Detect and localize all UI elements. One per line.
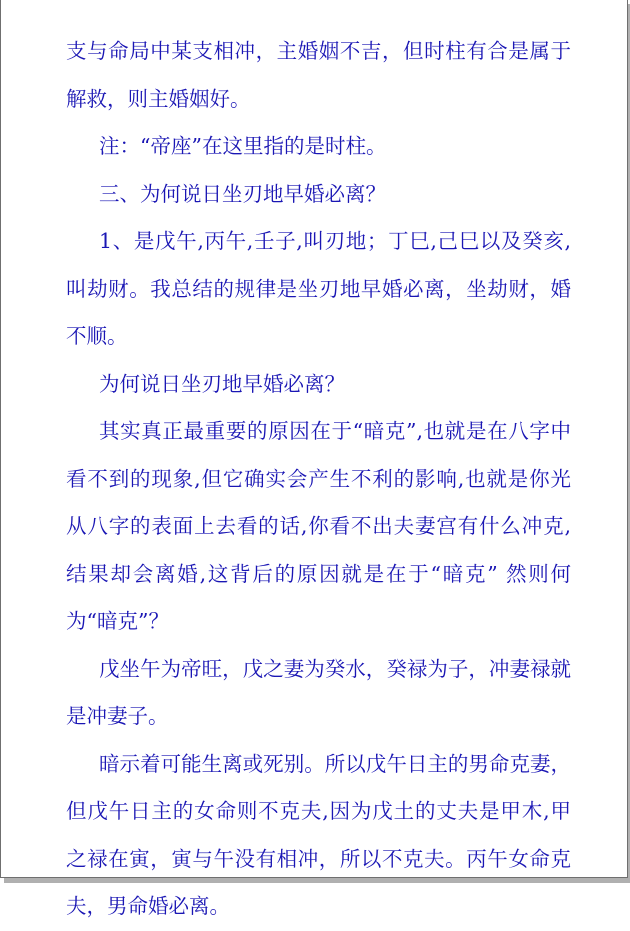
page-shadow-bottom [4, 878, 630, 883]
paragraph-wu-wu-example: 戊坐午为帝旺，戊之妻为癸水，癸禄为子，冲妻禄就是冲妻子。 [66, 656, 571, 728]
paragraph-blade-ground-list: 1、是戊午,丙午,壬子,叫刃地；丁巳,己巳以及癸亥,叫劫财。我总结的规律是坐刃地早婚必离，坐劫财，婚不顺。 [66, 229, 571, 348]
paragraph-hidden-clash: 其实真正最重要的原因在于“暗克”,也就是在八字中看不到的现象,但它确实会产生不利的影响,也就是你光从八字的表面上去看的话,你看不出夫妻宫有什么冲克,结果却会离婚,这背后的原因就是在于“暗克” 然则何为“暗克”？ [66, 419, 571, 633]
paragraph-question: 为何说日坐刃地早婚必离？ [99, 371, 345, 396]
paragraph-conclusion: 暗示着可能生离或死别。所以戊午日主的男命克妻，但戊午日主的女命则不克夫,因为戊土的丈夫是甲木,甲之禄在寅，寅与午没有相冲，所以不克夫。丙午女命克夫，男命婚必离。 [66, 751, 571, 918]
section-heading-three: 三、为何说日坐刃地早婚必离？ [99, 181, 386, 206]
document-body [66, 28, 571, 931]
paragraph-marriage-clash: 支与命局中某支相冲，主婚姻不吉，但时柱有合是属于解救，则主婚姻好。 [66, 39, 571, 111]
paragraph-note-emperor-seat: 注：“帝座”在这里指的是时柱。 [99, 134, 387, 158]
